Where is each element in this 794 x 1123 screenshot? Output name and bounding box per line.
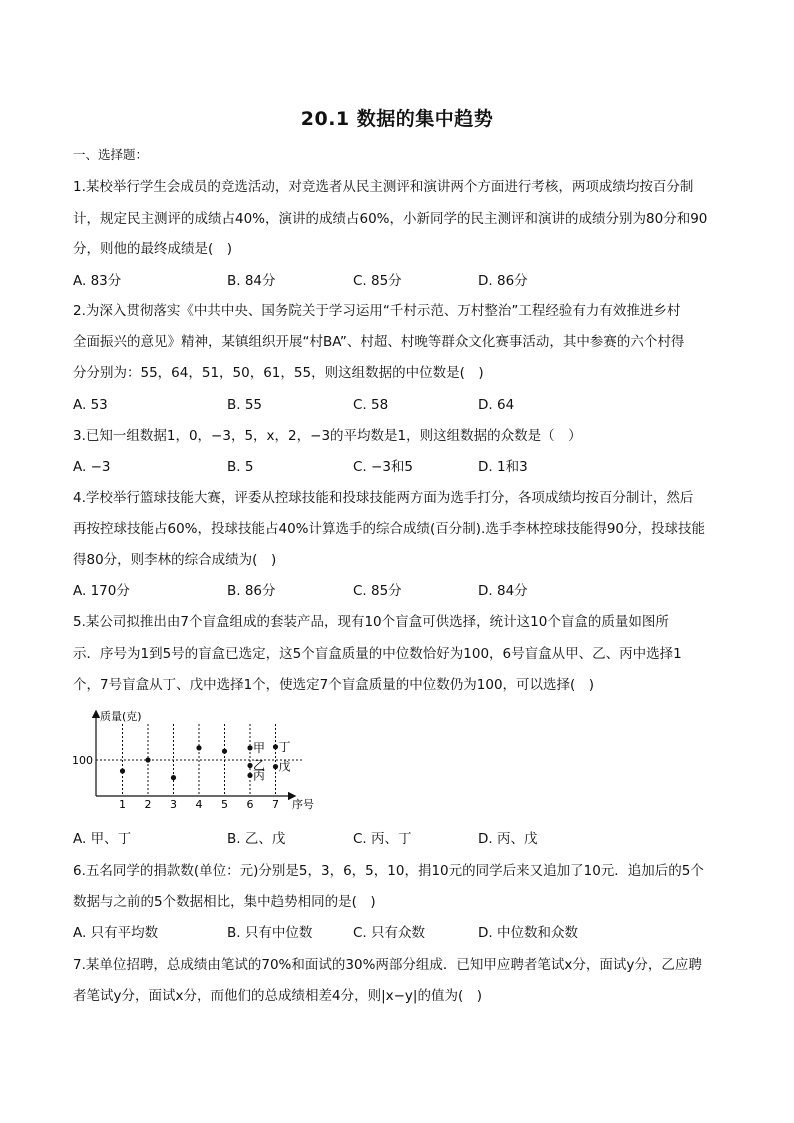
- data-point: [120, 768, 125, 773]
- q4-line-1: 4.学校举行篮球技能大赛，评委从控球技能和投球技能两方面为选手打分，各项成绩均按百分制计，然后: [73, 490, 694, 506]
- q6-line-1: 6.五名同学的捐款数(单位：元)分别是5，3，6，5，10，捐10元的同学后来又追加了10元．追加后的5个: [73, 863, 704, 879]
- q2-line-1: 2.为深入贯彻落实《中共中央、国务院关于学习运用“千村示范、万村整治”工程经验有力有效推进乡村: [73, 303, 681, 319]
- x-tick-label: 2: [144, 798, 152, 810]
- x-tick-label: 5: [221, 798, 228, 810]
- point-label: 丙: [253, 768, 266, 783]
- x-axis-label: 序号: [292, 798, 314, 810]
- q4-option-a: A. 170分: [73, 583, 130, 599]
- q5-option-c: C. 丙、丁: [353, 831, 412, 847]
- q2-option-d: D. 64: [478, 397, 515, 413]
- data-point: [247, 773, 252, 778]
- box-mass-chart: [70, 706, 330, 810]
- q5-line-3: 个，7号盲盒从丁、戊中选择1个，使选定7个盲盒质量的中位数仍为100，可以选择( ): [73, 677, 595, 693]
- q1-option-b: B. 84分: [227, 273, 276, 289]
- data-point: [145, 757, 150, 762]
- q3-option-d: D. 1和3: [478, 459, 528, 475]
- point-labels: [253, 740, 291, 783]
- q7-line-1: 7.某单位招聘，总成绩由笔试的70%和面试的30%两部分组成．已知甲应聘者笔试x分，面试y分，乙应聘: [73, 957, 702, 973]
- q1-option-c: C. 85分: [353, 273, 402, 289]
- x-tick-label: 7: [272, 798, 279, 810]
- q5-option-a: A. 甲、丁: [73, 831, 132, 847]
- point-label: 戊: [278, 759, 291, 774]
- q1-line-2: 计，规定民主测评的成绩占40%，演讲的成绩占60%，小新同学的民主测评和演讲的成绩分别为80分和90: [73, 211, 708, 227]
- point-label: 乙: [253, 758, 266, 773]
- q1-line-1: 1.某校举行学生会成员的竞选活动，对竞选者从民主测评和演讲两个方面进行考核，两项成绩均按百分制: [73, 179, 694, 195]
- q1-line-3: 分，则他的最终成绩是( ): [73, 241, 233, 257]
- y-axis-label: 质量(克): [100, 710, 142, 723]
- q3-option-c: C. −3和5: [353, 459, 413, 475]
- point-label: 丁: [278, 739, 291, 754]
- q6-option-c: C. 只有众数: [353, 925, 426, 941]
- q2-option-a: A. 53: [73, 397, 108, 413]
- x-tick-labels: [119, 798, 279, 810]
- data-point: [171, 775, 176, 780]
- q3-option-a: A. −3: [73, 459, 111, 475]
- section-heading: 一、选择题：: [73, 147, 149, 162]
- q1-option-a: A. 83分: [73, 273, 122, 289]
- data-point: [273, 744, 278, 749]
- q5-line-2: 示．序号为1到5号的盲盒已选定，这5个盲盒质量的中位数恰好为100，6号盲盒从甲、乙、丙中选择1: [73, 646, 682, 662]
- q2-line-2: 全面振兴的意见》精神，某镇组织开展“村BA”、村超、村晚等群众文化赛事活动，其中参赛的六个村得: [73, 334, 685, 350]
- q5-option-d: D. 丙、戊: [478, 831, 538, 847]
- q5-option-b: B. 乙、戊: [227, 831, 286, 847]
- data-point: [196, 745, 201, 750]
- q4-line-3: 得80分，则李林的综合成绩为( ): [73, 552, 277, 568]
- q3-line-1: 3.已知一组数据1，0，−3，5，x，2，−3的平均数是1，则这组数据的众数是（ ）: [73, 428, 582, 444]
- x-tick-label: 4: [195, 798, 203, 810]
- q4-line-2: 再按控球技能占60%，投球技能占40%计算选手的综合成绩(百分制).选手李林控球技能得90分，投球技能: [73, 521, 706, 537]
- data-point: [247, 763, 252, 768]
- q6-option-d: D. 中位数和众数: [478, 925, 578, 941]
- q2-option-c: C. 58: [353, 397, 389, 413]
- q6-line-2: 数据与之前的5个数据相比，集中趋势相同的是( ): [73, 894, 376, 910]
- data-point: [222, 749, 227, 754]
- q1-option-d: D. 86分: [478, 273, 528, 289]
- data-point: [247, 745, 252, 750]
- page-title: 20.1 数据的集中趋势: [300, 108, 494, 130]
- point-label: 甲: [253, 740, 266, 755]
- q6-option-b: B. 只有中位数: [227, 925, 313, 941]
- q2-option-b: B. 55: [227, 397, 263, 413]
- x-tick-label: 6: [246, 798, 254, 810]
- q4-option-d: D. 84分: [478, 583, 528, 599]
- q3-option-b: B. 5: [227, 459, 254, 475]
- data-point: [273, 764, 278, 769]
- x-tick-label: 1: [119, 798, 126, 810]
- q4-option-c: C. 85分: [353, 583, 402, 599]
- y-tick-label-100: 100: [72, 754, 93, 767]
- q6-option-a: A. 只有平均数: [73, 925, 159, 941]
- q7-line-2: 者笔试y分，面试x分，而他们的总成绩相差4分，则|x−y|的值为( ): [73, 988, 482, 1004]
- q2-line-3: 分分别为：55，64，51，50，61，55，则这组数据的中位数是( ): [73, 365, 484, 381]
- x-tick-label: 3: [170, 798, 177, 810]
- q4-option-b: B. 86分: [227, 583, 276, 599]
- q5-line-1: 5.某公司拟推出由7个盲盒组成的套装产品，现有10个盲盒可供选择，统计这10个盲盒的质量如图所: [73, 614, 669, 630]
